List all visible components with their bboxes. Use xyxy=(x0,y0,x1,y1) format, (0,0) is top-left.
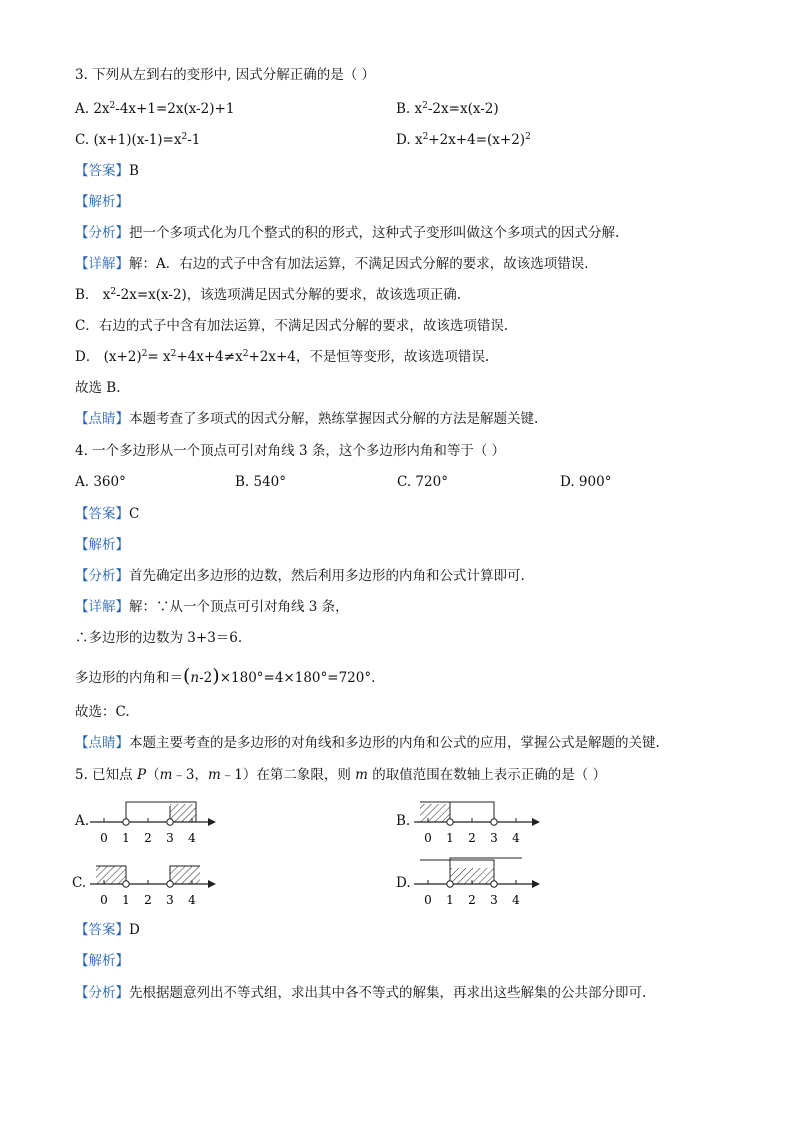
q3-stem: 3. 下列从左到右的变形中, 因式分解正确的是（ ） xyxy=(75,67,376,83)
q3-xiangjie: 【详解】解：A．右边的式子中含有加法运算，不满足因式分解的要求，故该选项错误. xyxy=(75,256,589,272)
q4-formula: 多边形的内角和＝(n-2)×180°=4×180°=720°. xyxy=(75,665,376,687)
q5-b-tick-1: 1 xyxy=(446,831,454,845)
q5-b-tick-4: 4 xyxy=(512,831,520,845)
q5-c-tick-3: 3 xyxy=(166,893,174,907)
q5-b-tick-0: 0 xyxy=(424,831,432,845)
q3-line-c: C．右边的式子中含有加法运算，不满足因式分解的要求，故该选项错误. xyxy=(75,318,509,334)
q5-option-b-label[interactable]: B. xyxy=(396,813,411,829)
q4-option-b[interactable]: B. 540° xyxy=(235,474,287,490)
q5-b-tick-2: 2 xyxy=(468,831,476,845)
q3-line-d: D． $(x+2)^2= x^2+4x+4\ne x^2+2x+4$，不是恒等变形，故该选项错误. xyxy=(75,349,490,365)
q3-analysis-heading: 【解析】 xyxy=(75,194,129,210)
q3-choose: 故选 B. xyxy=(75,380,121,396)
q3-answer: 【答案】B xyxy=(75,163,139,179)
q5-option-a-label[interactable]: A. xyxy=(75,813,90,829)
q5-a-tick-4: 4 xyxy=(188,831,196,845)
q5-stem: 5. 已知点 P（m﹣3，m﹣1）在第二象限，则 m 的取值范围在数轴上表示正确的是（ ） xyxy=(75,767,607,783)
q5-option-b-numberline[interactable] xyxy=(414,800,544,848)
q3-option-a[interactable]: A. $2x^2-4x+1=2x(x-2)+1$ xyxy=(75,101,235,117)
q5-c-tick-4: 4 xyxy=(188,893,196,907)
q5-a-tick-3: 3 xyxy=(166,831,174,845)
q5-c-tick-1: 1 xyxy=(122,893,130,907)
q4-sides: ∴多边形的边数为 3+3＝6. xyxy=(75,630,243,646)
q5-d-tick-0: 0 xyxy=(424,893,432,907)
q3-line-b: B． $x^2-2x=x(x-2)$，该选项满足因式分解的要求，故该选项正确. xyxy=(75,287,462,303)
q4-xiangjie: 【详解】解：∵从一个顶点可引对角线 3 条， xyxy=(75,599,349,615)
q3-option-b[interactable]: B. $x^2-2x=x(x-2)$ xyxy=(396,101,499,117)
q4-option-a[interactable]: A. 360° xyxy=(75,474,126,490)
q4-answer: 【答案】C xyxy=(75,506,140,522)
q4-stem: 4. 一个多边形从一个顶点可引对角线 3 条，这个多边形内角和等于（ ） xyxy=(75,443,506,459)
q5-option-d-numberline[interactable] xyxy=(414,856,544,910)
q5-answer: 【答案】D xyxy=(75,922,140,938)
q3-option-d[interactable]: D. $x^2+2x+4=(x+2)^2$ xyxy=(396,132,531,148)
q4-option-c[interactable]: C. 720° xyxy=(397,474,448,490)
q5-option-d-label[interactable]: D. xyxy=(396,875,411,891)
q5-c-tick-2: 2 xyxy=(144,893,152,907)
q5-d-tick-1: 1 xyxy=(446,893,454,907)
q5-fenxi: 【分析】先根据题意列出不等式组，求出其中各不等式的解集，再求出这些解集的公共部分即可. xyxy=(75,985,647,1001)
q5-d-tick-2: 2 xyxy=(468,893,476,907)
q4-option-d[interactable]: D. 900° xyxy=(560,474,612,490)
q5-a-tick-1: 1 xyxy=(122,831,130,845)
q5-a-tick-0: 0 xyxy=(100,831,108,845)
q5-option-a-numberline[interactable] xyxy=(90,800,220,848)
q3-option-c[interactable]: C. $(x+1)(x-1)=x^2-1$ xyxy=(75,132,201,148)
q5-option-c-label[interactable]: C. xyxy=(72,875,87,891)
q5-d-tick-4: 4 xyxy=(512,893,520,907)
q5-b-tick-3: 3 xyxy=(490,831,498,845)
q5-option-c-numberline[interactable] xyxy=(90,862,220,910)
q4-analysis-heading: 【解析】 xyxy=(75,537,129,553)
q4-fenxi: 【分析】首先确定出多边形的边数，然后利用多边形的内角和公式计算即可. xyxy=(75,568,525,584)
q5-c-tick-0: 0 xyxy=(100,893,108,907)
q5-a-tick-2: 2 xyxy=(144,831,152,845)
q4-choose: 故选：C. xyxy=(75,704,130,720)
q5-analysis-heading: 【解析】 xyxy=(75,953,129,969)
q4-dianjing: 【点睛】本题主要考查的是多边形的对角线和多边形的内角和公式的应用，掌握公式是解题的关键. xyxy=(75,735,660,751)
q3-dianjing: 【点睛】本题考查了多项式的因式分解，熟练掌握因式分解的方法是解题关键. xyxy=(75,411,539,427)
q5-d-tick-3: 3 xyxy=(490,893,498,907)
q3-fenxi: 【分析】把一个多项式化为几个整式的积的形式，这种式子变形叫做这个多项式的因式分解. xyxy=(75,225,620,241)
